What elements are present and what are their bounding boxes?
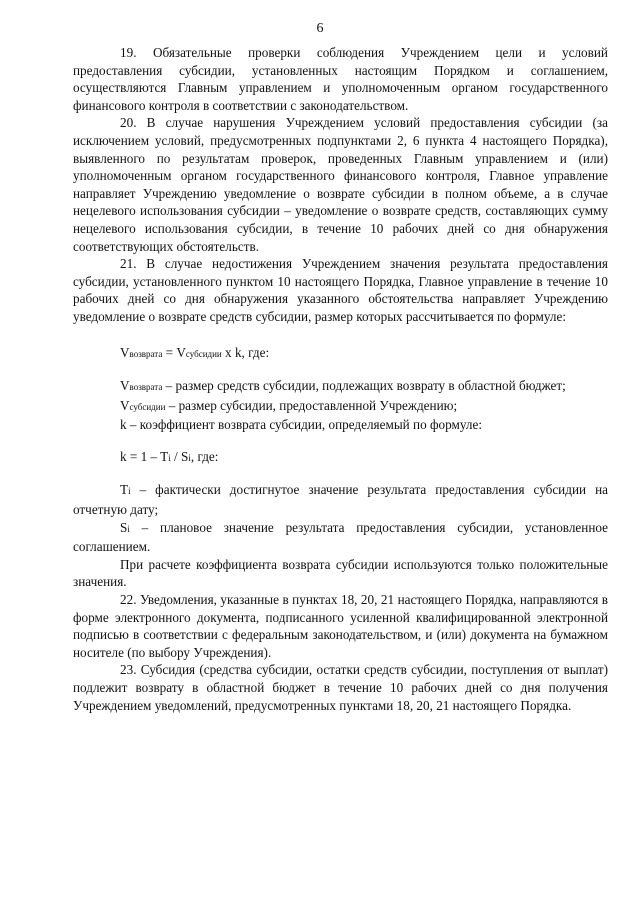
definition-v-return: Vвозврата – размер средств субсидии, подлежащих возврату в областной бюджет; (120, 378, 566, 394)
formula-volume: Vвозврата = Vсубсидии x k, где: (120, 344, 270, 360)
document-body (73, 44, 608, 714)
paragraph-22: 22. Уведомления, указанные в пунктах 18, 20, 21 настоящего Порядка, направляются в форме электронного документа, подписанного усиленной квалифицированной электронной подписью в соответствии с федеральным законодательством, и (или) документа на бумажном носителе (по выбору Учреждения). (73, 592, 608, 660)
page-number: 6 (316, 21, 324, 36)
paragraph-21: 21. В случае недостижения Учреждением значения результата предоставления субсидии, установленного пунктом 10 настоящего Порядка, Главное управление в течение 10 рабочих дней со дня обнаружения указанного обстоятельства направляет Учреждению уведомление о возврате средств субсидии, размер которых рассчитывается по формуле: (73, 256, 608, 324)
paragraph-note: При расчете коэффициента возврата субсидии используются только положительные значения. (73, 556, 608, 590)
definition-s: Si – плановое значение результата предоставления субсидии, установленное соглашением. (73, 519, 608, 555)
formula-coefficient: k = 1 – Ti / Si, где: (120, 448, 219, 464)
paragraph-19: 19. Обязательные проверки соблюдения Учреждением цели и условий предоставления субсидии, установленных настоящим Порядком и соглашением, осуществляются Главным управлением и уполномоченным органом государственного финансового контроля в соответствии с законодательством. (73, 45, 608, 113)
paragraph-20: 20. В случае нарушения Учреждением условий предоставления субсидии (за исключением условий, предусмотренных подпунктами 2, 6 пункта 4 настоящего Порядка), выявленного по результатам проверок, проведенных Главным управлением и (или) уполномоченным органом государственного финансового контроля, Главное управление направляет Учреждению уведомление о возврате субсидии в полном объеме, а в случае нецелевого использования субсидии – уведомление о возврате средств, составляющих сумму нецелевого использования субсидии, в течение 10 рабочих дней со дня обнаружения соответствующих обстоятельств. (73, 115, 608, 254)
definition-v-subsidy: Vсубсидии – размер субсидии, предоставленной Учреждению; (120, 397, 458, 413)
definition-t: Ti – фактически достигнутое значение результата предоставления субсидии на отчетную дату; (73, 482, 608, 518)
definition-k: k – коэффициент возврата субсидии, определяемый по формуле: (120, 417, 482, 433)
paragraph-23: 23. Субсидия (средства субсидии, остатки средств субсидии, поступления от выплат) подлежит возврату в областной бюджет в течение 10 рабочих дней со дня получения Учреждением уведомлений, предусмотренных пунктами 18, 20, 21 настоящего Порядка. (73, 662, 608, 713)
